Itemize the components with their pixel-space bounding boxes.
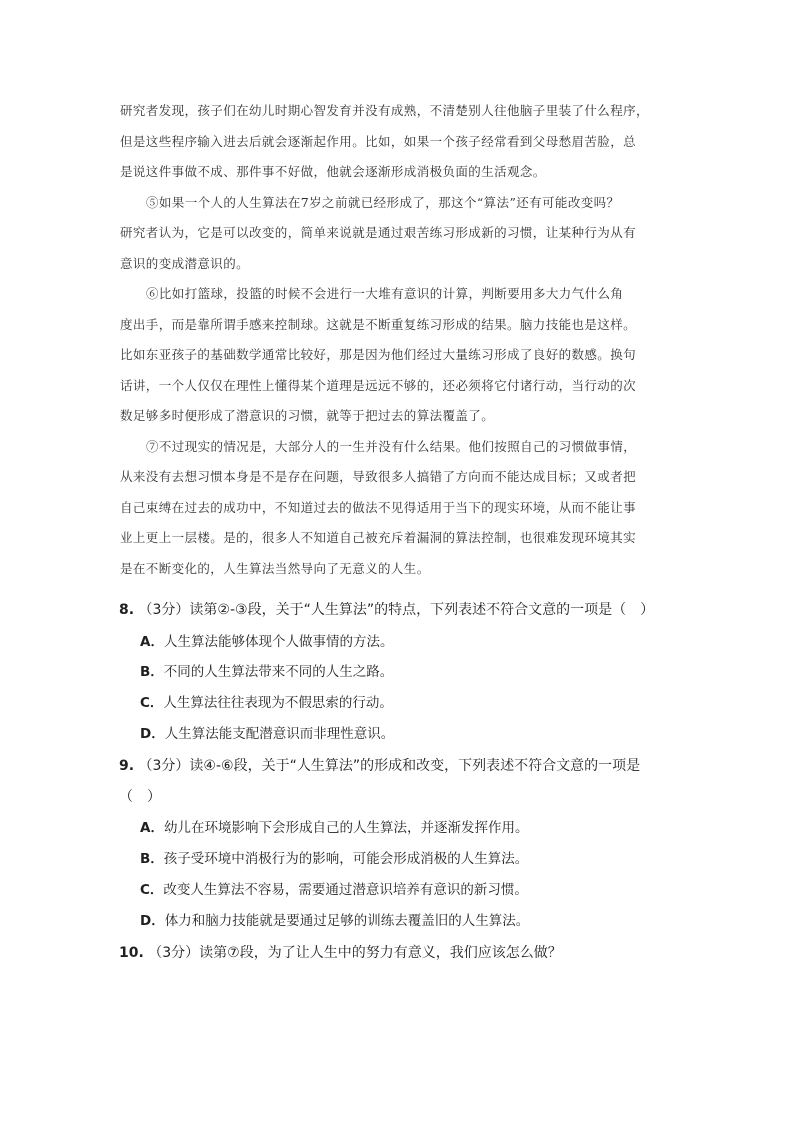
option-letter: B． — [140, 664, 164, 680]
option-b[interactable] — [140, 657, 680, 688]
option-b[interactable] — [140, 844, 680, 875]
option-text: 人生算法往往表现为不假思索的行动。 — [163, 695, 393, 711]
passage-line: 业上更上一层楼。是的，很多人不知道自己被充斥着漏洞的算法控制，也很难发现环境其实 — [120, 530, 637, 545]
paragraph-5-start: ⑤如果一个人的人生算法在7岁之前就已经形成了，那这个“算法”还有可能改变吗？ — [146, 194, 620, 210]
question-text: （3分）读第②-③段，关于“人生算法”的特点，下列表述不符合文意的一项是（ ） — [138, 602, 655, 618]
question-stem — [119, 751, 679, 782]
option-text: 人生算法能够体现个人做事情的方法。 — [163, 634, 394, 650]
passage-line: 但是这些程序输入进去后就会逐渐起作用。比如，如果一个孩子经常看到父母愁眉苦脸，总 — [120, 133, 637, 149]
question-8 — [119, 595, 679, 626]
answer-bracket: （ ） — [119, 788, 161, 805]
question-text: （3分）读第⑦段，为了让人生中的努力有意义，我们应该怎么做？ — [148, 945, 562, 961]
option-c[interactable] — [140, 875, 680, 906]
passage-line: 自己束缚在过去的成功中，不知道过去的做法不见得适用于当下的现实环境，从而不能让事 — [120, 499, 637, 515]
question-stem — [119, 595, 679, 626]
reading-passage — [120, 96, 678, 584]
option-letter: D． — [140, 913, 165, 929]
option-letter: C． — [140, 882, 164, 898]
option-a[interactable] — [140, 813, 680, 844]
option-d[interactable] — [140, 719, 680, 750]
question-stem — [119, 938, 679, 969]
option-letter: A． — [140, 634, 164, 650]
option-letter: C． — [140, 695, 164, 711]
question-9 — [119, 751, 679, 812]
question-10 — [119, 938, 679, 969]
question-number: 9. — [119, 758, 135, 774]
paragraph-7-start: ⑦不过现实的情况是，大部分人的一生并没有什么结果。他们按照自己的习惯做事情， — [146, 438, 637, 454]
option-letter: B． — [140, 851, 164, 867]
passage-line: 比如东亚孩子的基础数学通常比较好，那是因为他们经过大量练习形成了良好的数感。换句 — [120, 347, 637, 362]
option-d[interactable] — [140, 906, 680, 937]
passage-line: 是说这件事做不成、那件事不好做，他就会逐渐形成消极负面的生活观念。 — [120, 164, 546, 179]
passage-line: 数足够多时便形成了潜意识的习惯，就等于把过去的算法覆盖了。 — [120, 408, 495, 423]
passage-line: 意识的变成潜意识的。 — [120, 255, 250, 271]
option-a[interactable] — [140, 627, 680, 658]
passage-line: 从来没有去想习惯本身是不是存在问题，导致很多人搞错了方向而不能达成目标；又或者把 — [120, 469, 637, 484]
option-text: 改变人生算法不容易，需要通过潜意识培养有意识的新习惯。 — [163, 882, 528, 898]
paragraph-6-start: ⑥比如打篮球，投篮的时候不会进行一大堆有意识的计算，判断要用多大力气什么角 — [146, 286, 624, 301]
passage-line: 研究者认为，它是可以改变的，简单来说就是通过艰苦练习形成新的习惯，让某种行为从有 — [120, 225, 637, 240]
passage-line: 研究者发现，孩子们在幼儿时期心智发育并没有成熟，不清楚别人往他脑子里装了什么程序， — [120, 103, 649, 118]
question-text: （3分）读④-⑥段，关于“人生算法”的形成和改变，下列表述不符合文意的一项是 — [138, 758, 641, 774]
option-letter: D． — [140, 726, 165, 742]
passage-line: 度出手，而是靠所谓手感来控制球。这就是不断重复练习形成的结果。脑力技能也是这样。 — [120, 316, 637, 332]
option-text: 幼儿在环境影响下会形成自己的人生算法，并逐渐发挥作用。 — [163, 820, 529, 836]
option-text: 人生算法能支配潜意识而非理性意识。 — [164, 726, 395, 742]
option-c[interactable] — [140, 688, 680, 719]
passage-line: 话讲，一个人仅仅在理性上懂得某个道理是远远不够的，还必须将它付诸行动，当行动的次 — [120, 377, 637, 393]
question-number: 10. — [119, 945, 144, 961]
option-text: 孩子受环境中消极行为的影响，可能会形成消极的人生算法。 — [163, 851, 529, 867]
option-text: 体力和脑力技能就是要通过足够的训练去覆盖旧的人生算法。 — [164, 913, 530, 929]
passage-line: 是在不断变化的，人生算法当然导向了无意义的人生。 — [120, 560, 430, 576]
option-text: 不同的人生算法带来不同的人生之路。 — [163, 664, 394, 680]
option-letter: A． — [140, 820, 164, 836]
question-number: 8. — [119, 602, 135, 618]
